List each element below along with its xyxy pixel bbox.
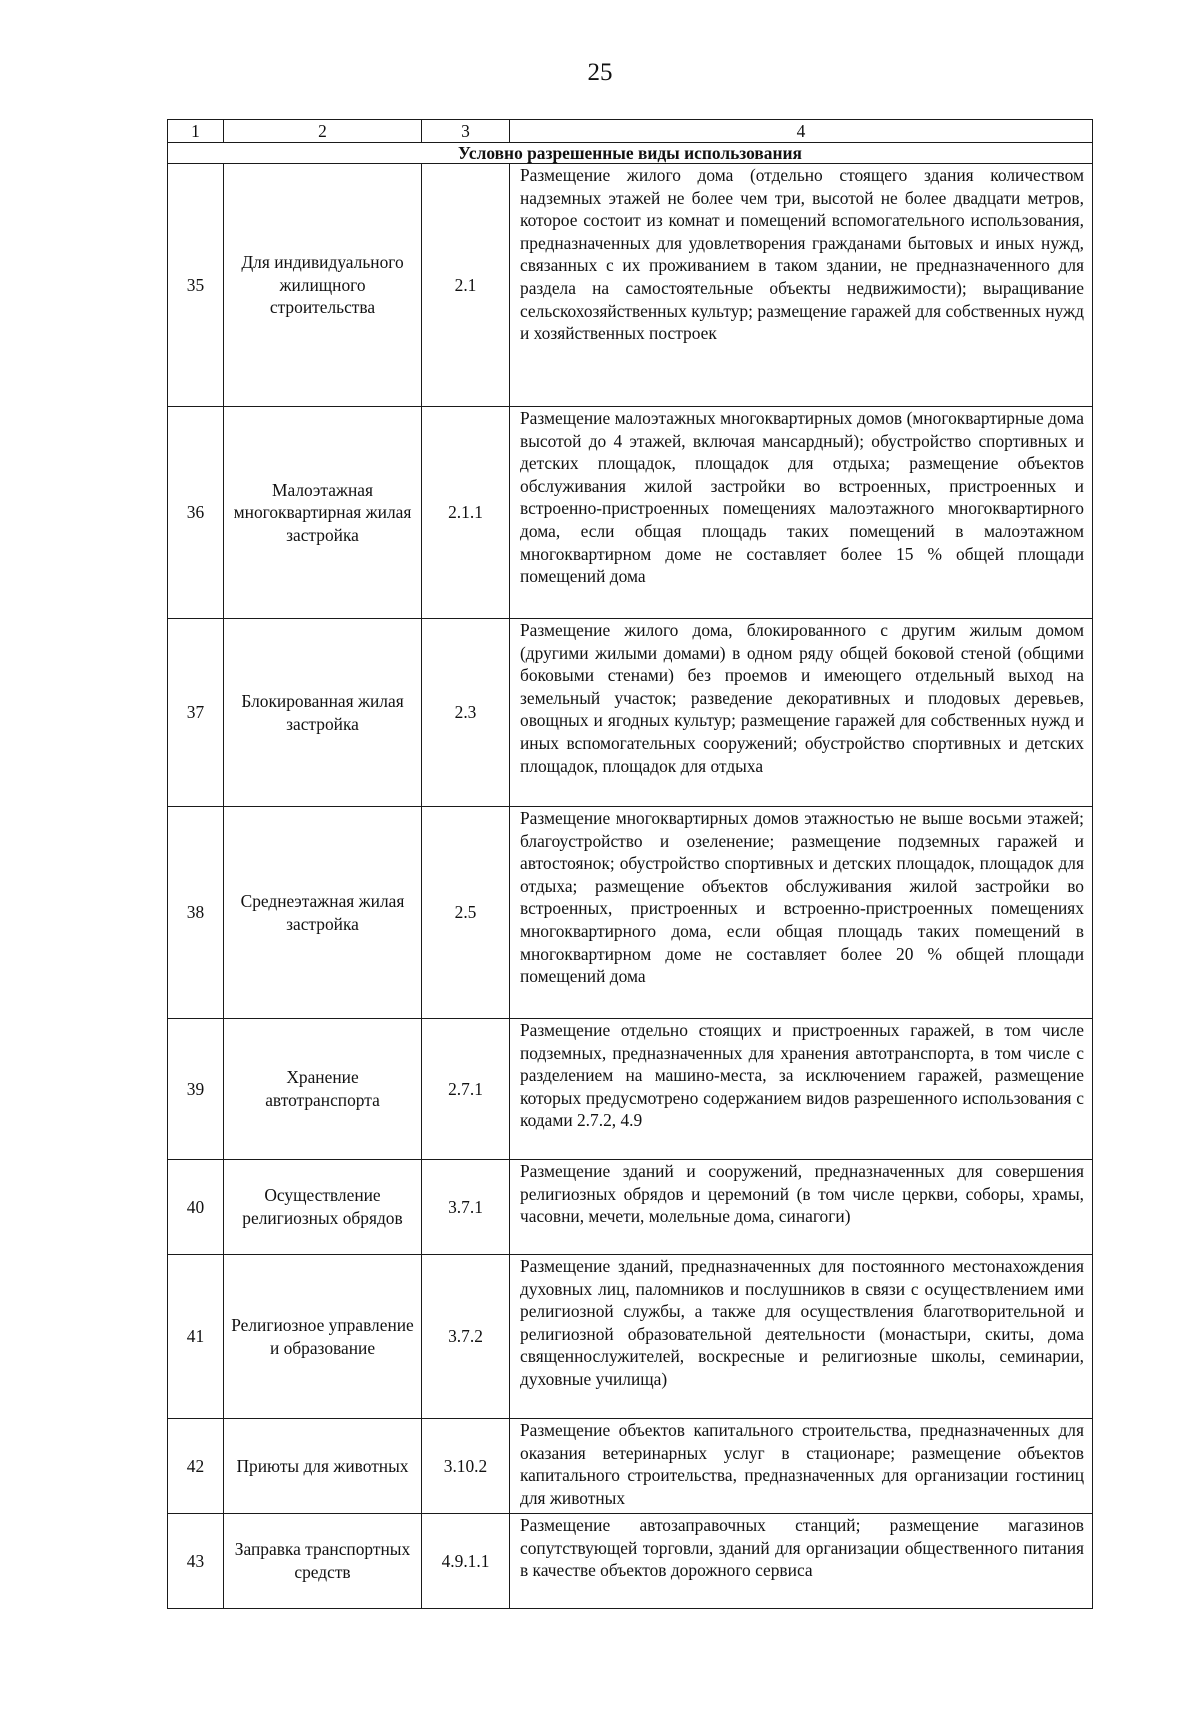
use-code: 2.7.1 — [422, 1019, 510, 1160]
use-description: Размещение жилого дома, блокированного с другим жилым домом (другими жилыми домами) в одном ряду общей боковой стеной (общими боковыми стенами) без проемов и имеющего отдельный выход на земельный участок; разведение декоративных и плодовых деревьев, овощных и ягодных культур; размещение гаражей для собственных нужд и иных вспомогательных сооружений; обустройство спортивных и детских площадок, площадок для отдыха — [510, 619, 1093, 807]
use-description: Размещение автозаправочных станций; размещение магазинов сопутствующей торговли, зданий для организации общественного питания в качестве объектов дорожного сервиса — [510, 1514, 1093, 1609]
table-row — [168, 1255, 1093, 1419]
table-row — [168, 407, 1093, 619]
use-description: Размещение отдельно стоящих и пристроенных гаражей, в том числе подземных, предназначенных для хранения автотранспорта, в том числе с разделением на машино-места, за исключением гаражей, размещение которых предусмотрено содержанием видов разрешенного использования с кодами 2.7.2, 4.9 — [510, 1019, 1093, 1160]
use-name: Блокированная жилая застройка — [224, 619, 422, 807]
column-header: 1 — [168, 120, 224, 143]
section-row — [168, 143, 1093, 164]
use-name: Религиозное управление и образование — [224, 1255, 422, 1419]
use-name: Хранение автотранспорта — [224, 1019, 422, 1160]
use-name: Заправка транспортных средств — [224, 1514, 422, 1609]
use-code: 2.5 — [422, 807, 510, 1019]
row-number: 38 — [168, 807, 224, 1019]
use-code: 2.1 — [422, 164, 510, 407]
use-name: Осуществление религиозных обрядов — [224, 1160, 422, 1255]
table-row — [168, 1419, 1093, 1514]
table-row — [168, 164, 1093, 407]
use-description: Размещение малоэтажных многоквартирных домов (многоквартирные дома высотой до 4 этажей, включая мансардный); обустройство спортивных и детских площадок, площадок для отдыха; размещение объектов обслуживания жилой застройки во встроенных, пристроенных и встроенно-пристроенных помещениях малоэтажного многоквартирного дома, если общая площадь таких помещений в малоэтажном многоквартирном доме не составляет более 15 % общей площади помещений дома — [510, 407, 1093, 619]
row-number: 39 — [168, 1019, 224, 1160]
use-code: 4.9.1.1 — [422, 1514, 510, 1609]
row-number: 43 — [168, 1514, 224, 1609]
table-row — [168, 807, 1093, 1019]
use-name: Среднеэтажная жилая застройка — [224, 807, 422, 1019]
table-row — [168, 1514, 1093, 1609]
table-row — [168, 1160, 1093, 1255]
table-row — [168, 1019, 1093, 1160]
use-description: Размещение многоквартирных домов этажностью не выше восьми этажей; благоустройство и озеленение; размещение подземных гаражей и автостоянок; обустройство спортивных и детских площадок, площадок для отдыха; размещение объектов обслуживания жилой застройки во встроенных, пристроенных и встроенно-пристроенных помещениях многоквартирного дома, если общая площадь таких помещений в многоквартирном доме не составляет более 20 % общей площади помещений дома — [510, 807, 1093, 1019]
row-number: 40 — [168, 1160, 224, 1255]
row-number: 42 — [168, 1419, 224, 1514]
use-description: Размещение зданий и сооружений, предназначенных для совершения религиозных обрядов и церемоний (в том числе церкви, соборы, храмы, часовни, мечети, молельные дома, синагоги) — [510, 1160, 1093, 1255]
use-code: 3.10.2 — [422, 1419, 510, 1514]
land-use-table — [167, 119, 1093, 1609]
use-name: Малоэтажная многоквартирная жилая застройка — [224, 407, 422, 619]
section-title: Условно разрешенные виды использования — [168, 143, 1093, 164]
use-description: Размещение объектов капитального строительства, предназначенных для оказания ветеринарных услуг в стационаре; размещение объектов капитального строительства, предназначенных для организации гостиниц для животных — [510, 1419, 1093, 1514]
use-code: 3.7.1 — [422, 1160, 510, 1255]
use-name: Для индивидуального жилищного строительства — [224, 164, 422, 407]
use-name: Приюты для животных — [224, 1419, 422, 1514]
page-number: 25 — [587, 59, 613, 86]
row-number: 35 — [168, 164, 224, 407]
row-number: 36 — [168, 407, 224, 619]
use-description: Размещение зданий, предназначенных для постоянного местонахождения духовных лиц, паломников и послушников в связи с осуществлением ими религиозной службы, а также для осуществления благотворительной и религиозной образовательной деятельности (монастыри, скиты, дома священнослужителей, воскресные и религиозные школы, семинарии, духовные училища) — [510, 1255, 1093, 1419]
row-number: 41 — [168, 1255, 224, 1419]
row-number: 37 — [168, 619, 224, 807]
use-code: 2.3 — [422, 619, 510, 807]
table-row — [168, 619, 1093, 807]
use-description: Размещение жилого дома (отдельно стоящего здания количеством надземных этажей не более чем три, высотой не более двадцати метров, которое состоит из комнат и помещений вспомогательного использования, предназначенных для удовлетворения гражданами бытовых и иных нужд, связанных с их проживанием в таком здании, не предназначенного для раздела на самостоятельные объекты недвижимости); выращивание сельскохозяйственных культур; размещение гаражей для собственных нужд и хозяйственных построек — [510, 164, 1093, 407]
column-header: 2 — [224, 120, 422, 143]
table-header-row — [168, 120, 1093, 143]
column-header: 4 — [510, 120, 1093, 143]
use-code: 3.7.2 — [422, 1255, 510, 1419]
column-header: 3 — [422, 120, 510, 143]
use-code: 2.1.1 — [422, 407, 510, 619]
